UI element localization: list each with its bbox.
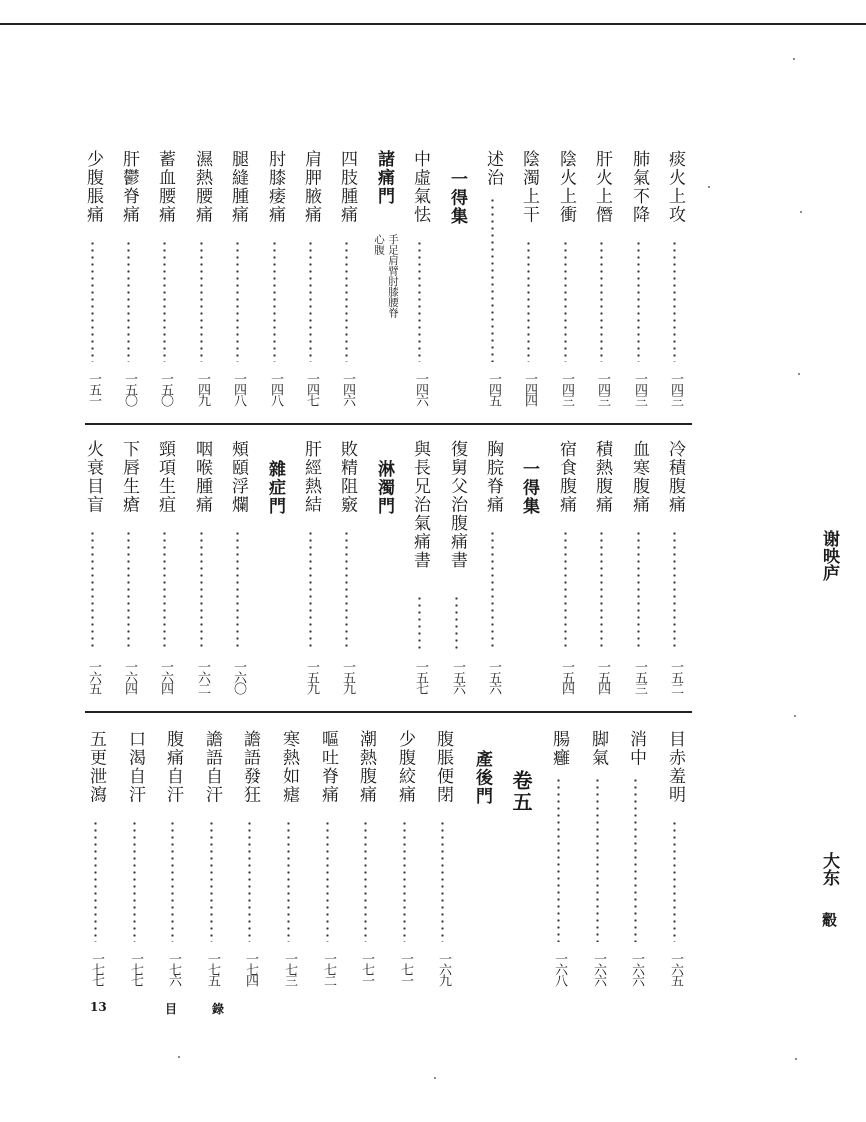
leader-dots	[364, 820, 367, 942]
heading-text: 雜症門	[265, 460, 285, 516]
entry-page: 一七二	[321, 952, 336, 985]
entry-title: 火衰目盲	[83, 440, 103, 514]
toc-entry	[549, 0, 569, 1122]
entry-title: 肩胛腋痛	[301, 150, 321, 224]
leader-dots	[326, 820, 329, 942]
entry-page: 一四八	[231, 372, 246, 405]
entry-page: 一六〇	[231, 660, 246, 693]
entry-page: 一七一	[398, 952, 413, 985]
entry-page: 一四三	[595, 372, 610, 405]
toc-entry	[588, 0, 608, 1122]
entry-title: 宿食腹痛	[556, 440, 576, 514]
entry-title: 嘔吐脊痛	[318, 730, 338, 804]
toc-entry	[279, 0, 299, 1122]
toc-entry	[86, 0, 106, 1122]
heading-text: 產後門	[472, 750, 492, 806]
heading-text: 卷五	[509, 770, 533, 813]
margin-note-bottom: 觳	[820, 912, 838, 927]
leader-dots	[210, 820, 213, 942]
toc-entry	[163, 0, 183, 1122]
entry-page: 一五七	[413, 660, 428, 693]
leader-dots	[345, 530, 348, 650]
entry-title: 血寒腹痛	[629, 440, 649, 514]
entry-page: 一五六	[450, 660, 465, 693]
entry-title: 腸癰	[549, 730, 569, 767]
entry-title: 復舅父治腹痛書	[447, 440, 467, 570]
entry-page: 一六八	[552, 952, 567, 985]
entry-page: 一六四	[158, 660, 173, 693]
entry-title: 中虛氣怯	[410, 150, 430, 224]
entry-page: 一六五	[668, 952, 683, 985]
entry-title: 述治	[483, 150, 503, 187]
entry-title: 蓄血腰痛	[155, 150, 175, 224]
entry-title: 消中	[626, 730, 646, 767]
entry-title: 冷積腹痛	[665, 440, 685, 514]
entry-title: 四肢腫痛	[337, 150, 357, 224]
entry-page: 一四九	[195, 372, 210, 405]
toc-entry	[395, 0, 415, 1122]
entry-title: 譫語發狂	[240, 730, 260, 804]
entry-title: 陰火上衝	[556, 150, 576, 224]
leader-dots	[634, 777, 637, 942]
entry-title: 肝火上僭	[592, 150, 612, 224]
entry-title: 腹脹便閉	[433, 730, 453, 804]
entry-page: 一四三	[668, 372, 683, 405]
heading-subtitle: 手足肩臂肘膝腰脊心腹	[373, 234, 399, 318]
toc-heading	[374, 0, 394, 1122]
leader-dots	[309, 530, 312, 650]
leader-dots	[441, 820, 444, 942]
toc-entry	[337, 0, 357, 1122]
footer-page-number: 13	[90, 1000, 107, 1014]
entry-page: 一六六	[591, 952, 606, 985]
entry-title: 潮熱腹痛	[356, 730, 376, 804]
entry-page: 一六四	[122, 660, 137, 693]
entry-page: 一七五	[205, 952, 220, 985]
entry-page: 一七七	[89, 952, 104, 985]
leader-dots	[94, 820, 97, 942]
leader-dots	[287, 820, 290, 942]
toc-entry	[665, 0, 685, 1122]
entry-title: 脚氣	[588, 730, 608, 767]
footer-label-2: 錄	[212, 1002, 225, 1016]
footer-label-1: 目	[165, 1002, 178, 1016]
entry-page: 一四八	[268, 372, 283, 405]
entry-title: 敗精阻竅	[337, 440, 357, 514]
leader-dots	[133, 820, 136, 942]
entry-page: 一六九	[436, 952, 451, 985]
leader-dots	[673, 820, 676, 942]
toc-entry	[125, 0, 145, 1122]
leader-dots	[236, 530, 239, 650]
entry-page: 一五〇	[158, 372, 173, 405]
toc-entry	[356, 0, 376, 1122]
entry-page: 一七六	[166, 952, 181, 985]
entry-page: 一七一	[359, 952, 374, 985]
entry-title: 口渴自汗	[125, 730, 145, 804]
entry-page: 一五九	[304, 660, 319, 693]
entry-page: 一七四	[243, 952, 258, 985]
entry-title: 目赤羞明	[665, 730, 685, 804]
entry-page: 一七七	[128, 952, 143, 985]
heading-text: 諸痛門	[374, 150, 394, 206]
entry-page: 一四七	[304, 372, 319, 405]
entry-page: 一五九	[340, 660, 355, 693]
entry-title: 少腹脹痛	[83, 150, 103, 224]
heading-text: 淋濁門	[374, 460, 394, 516]
entry-title: 陰濁上干	[519, 150, 539, 224]
entry-page: 一五三	[632, 660, 647, 693]
entry-page: 一四三	[632, 372, 647, 405]
toc-entry	[318, 0, 338, 1122]
entry-title: 寒熱如瘧	[279, 730, 299, 804]
entry-title: 與長兄治氣痛書	[410, 440, 430, 570]
entry-page: 一四六	[340, 372, 355, 405]
entry-page: 一五一	[86, 372, 101, 405]
entry-title: 譫語自汗	[202, 730, 222, 804]
toc-entry	[202, 0, 225, 1122]
margin-note-middle: 大东	[819, 852, 839, 886]
entry-page: 一六六	[629, 952, 644, 985]
entry-page: 一四三	[559, 372, 574, 405]
heading-text: 一得集	[519, 460, 539, 516]
entry-title: 頸項生疽	[155, 440, 175, 514]
leader-dots	[171, 820, 174, 942]
entry-title: 少腹絞痛	[395, 730, 415, 804]
leader-dots	[403, 820, 406, 942]
toc-entry	[626, 0, 646, 1122]
entry-page: 一五〇	[122, 372, 137, 405]
leader-dots	[418, 595, 421, 651]
entry-page: 一四四	[522, 372, 537, 405]
entry-page: 一四六	[413, 372, 428, 405]
toc-entry	[240, 0, 260, 1122]
entry-title: 肺氣不降	[629, 150, 649, 224]
entry-page: 一五二	[668, 660, 683, 693]
toc-heading	[472, 0, 492, 1122]
entry-title: 濕熱腰痛	[192, 150, 212, 224]
toc-entry	[433, 0, 453, 1122]
entry-title: 肝鬱脊痛	[119, 150, 139, 224]
entry-title: 胸脘脊痛	[483, 440, 503, 514]
entry-page: 一六五	[86, 660, 101, 693]
entry-title: 腿縫腫痛	[228, 150, 248, 224]
entry-page: 一五四	[559, 660, 574, 693]
entry-title: 五更泄瀉	[86, 730, 106, 804]
entry-page: 一六二	[195, 660, 210, 693]
leader-dots	[455, 595, 458, 651]
heading-text: 一得集	[447, 170, 467, 226]
entry-title: 咽喉腫痛	[192, 440, 212, 514]
margin-note-top: 谢映庐	[819, 530, 839, 581]
entry-page: 一七三	[282, 952, 297, 985]
entry-title: 積熱腹痛	[592, 440, 612, 514]
leader-dots	[557, 777, 560, 942]
entry-title: 肘膝痿痛	[265, 150, 285, 224]
entry-title: 腹痛自汗	[163, 730, 183, 804]
entry-page: 一五六	[486, 660, 501, 693]
leader-dots	[596, 777, 599, 942]
entry-title: 痰火上攻	[665, 150, 685, 224]
toc-heading	[511, 0, 531, 1122]
entry-title: 下唇生瘡	[119, 440, 139, 514]
entry-title: 頰頤浮爛	[228, 440, 248, 514]
entry-page: 一四五	[486, 372, 501, 405]
entry-title: 肝經熱結	[301, 440, 321, 514]
entry-page: 一五四	[595, 660, 610, 693]
leader-dots	[248, 820, 251, 942]
